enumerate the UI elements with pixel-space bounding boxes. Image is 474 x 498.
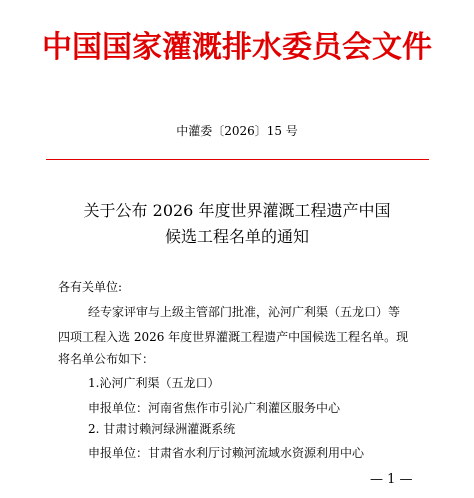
header-divider xyxy=(46,159,429,160)
list-item-unit: 申报单位：河南省焦作市引沁广利灌区服务中心 xyxy=(88,401,341,415)
list-item-name: 1.沁河广利渠（五龙口） xyxy=(88,376,220,390)
salutation: 各有关单位: xyxy=(58,280,123,294)
document-title-line-1: 关于公布 2026 年度世界灌溉工程遗产中国 xyxy=(83,201,391,220)
page-number: — 1 — xyxy=(370,472,413,487)
list-item-name: 2. 甘肃讨赖河绿洲灌溉系统 xyxy=(88,422,236,436)
paragraph-line: 经专家评审与上级主管部门批准，沁河广利渠（五龙口）等 xyxy=(88,305,401,319)
paragraph-line: 四项工程入选 2026 年度世界灌溉工程遗产中国候选工程名单。现 xyxy=(58,330,409,344)
document-number: 中灌委〔2026〕15 号 xyxy=(176,124,298,138)
document-title-line-2: 候选工程名单的通知 xyxy=(164,227,309,246)
list-item-unit: 申报单位：甘肃省水利厅讨赖河流域水资源利用中心 xyxy=(88,446,365,460)
document-header-organization: 中国国家灌溉排水委员会文件 xyxy=(42,30,432,65)
paragraph-line: 将名单公布如下： xyxy=(58,352,155,366)
